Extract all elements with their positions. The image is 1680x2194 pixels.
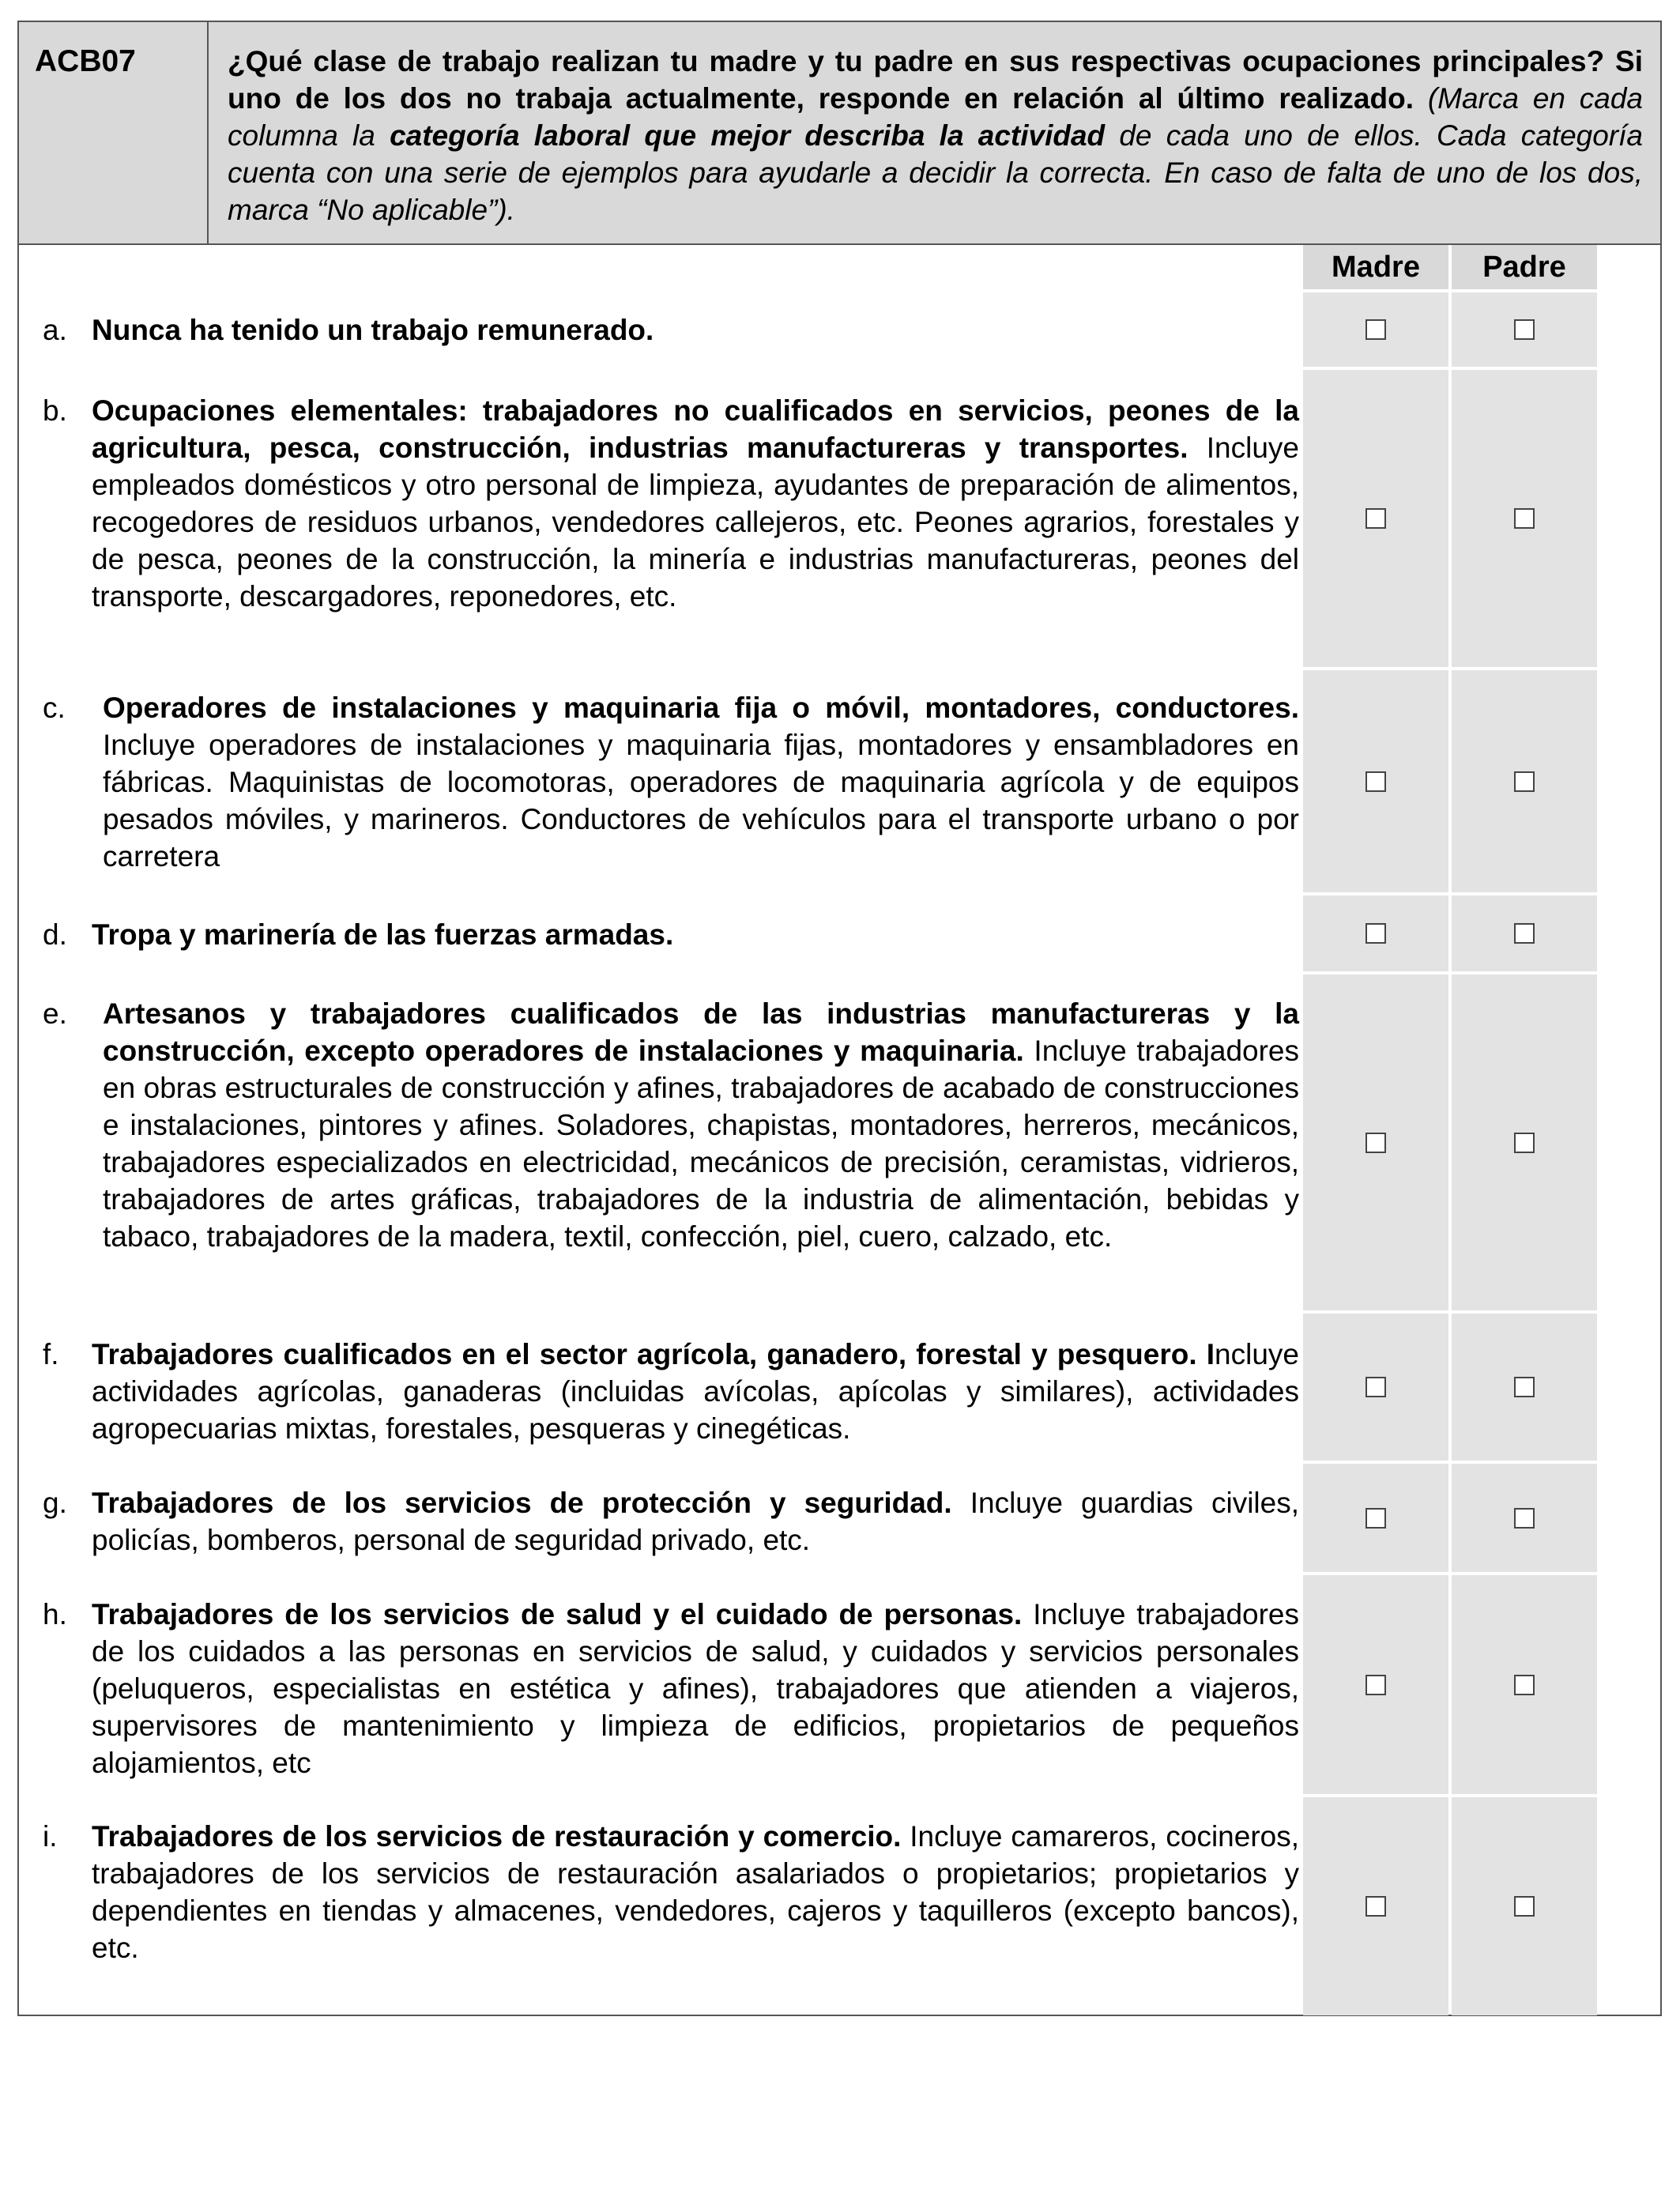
column-header-padre: Padre (1452, 245, 1597, 289)
option-letter: i. (43, 1820, 58, 1853)
option-text: Trabajadores cualificados en el sector agrícola, ganadero, forestal y pesquero. Incluye actividades agrícolas, ganaderas (incluidas avícolas, apícolas y similares), actividades agropecuarias mixtas, forestales, pesqueras y cinegéticas. (92, 1338, 1299, 1445)
checkbox-madre-g[interactable] (1365, 1508, 1386, 1529)
option-text: Tropa y marinería de las fuerzas armadas. (92, 918, 674, 951)
option-row-d (19, 895, 1599, 971)
option-text: Artesanos y trabajadores cualificados de las industrias manufactureras y la construcción, excepto operadores de instalaciones y maquinaria. Incluye trabajadores en obras estructurales de construcción y afines, trabajadores de acabado de construcciones e instalaciones, pintores y afines. Soladores, chapistas, montadores, herreros, mecánicos, trabajadores especializados en electricidad, mecánicos de precisión, ceramistas, vidrieros, trabajadores de artes gráficas, trabajadores de la industria de alimentación, bebidas y tabaco, trabajadores de la madera, textil, confección, piel, cuero, calzado, etc. (103, 997, 1300, 1253)
checkbox-padre-e[interactable] (1514, 1133, 1535, 1153)
question-instructions: (Marca en cada columna la categoría laboral que mejor describa la actividad de cada uno de ellos. Cada categoría cuenta con una serie de ejemplos para ayudarle a decidir la correcta. En caso de falta de uno de los dos, marca “No aplicable”). (228, 82, 1643, 226)
checkbox-padre-c[interactable] (1514, 771, 1535, 792)
option-letter: g. (43, 1487, 67, 1519)
options-body (17, 245, 1662, 2016)
option-text: Trabajadores de los servicios de salud y el cuidado de personas. Incluye trabajadores de los cuidados a las personas en servicios de salud, y cuidados y servicios personales (peluqueros, especialistas en estética y afines), trabajadores que atienden a viajeros, supervisores de mantenimiento y limpieza de edificios, propietarios de pequeños alojamientos, etc (92, 1598, 1299, 1779)
option-text: Nunca ha tenido un trabajo remunerado. (92, 314, 654, 346)
checkbox-madre-h[interactable] (1365, 1675, 1386, 1695)
option-row-h (19, 1575, 1599, 1794)
question-text (209, 22, 1660, 243)
option-letter: a. (43, 314, 67, 346)
option-letter: h. (43, 1598, 67, 1630)
checkbox-madre-f[interactable] (1365, 1377, 1386, 1397)
option-letter: b. (43, 394, 67, 427)
checkbox-madre-e[interactable] (1365, 1133, 1386, 1153)
question-header (17, 21, 1662, 245)
question-main: ¿Qué clase de trabajo realizan tu madre y tu padre en sus respectivas ocupaciones principales? Si uno de los dos no trabaja actualmente, responde en relación al último realizado. (228, 45, 1643, 115)
question-table (17, 21, 1662, 2016)
checkbox-madre-d[interactable] (1365, 923, 1386, 944)
checkbox-padre-f[interactable] (1514, 1377, 1535, 1397)
checkbox-padre-i[interactable] (1514, 1896, 1535, 1917)
option-row-a (19, 292, 1599, 367)
option-letter: e. (43, 997, 67, 1030)
option-row-e (19, 974, 1599, 1310)
option-text: Trabajadores de los servicios de restauración y comercio. Incluye camareros, cocineros, trabajadores de los servicios de restauración asalariados o propietarios; propietarios y dependientes en tiendas y almacenes, vendedores, cajeros y taquilleros (excepto bancos), etc. (92, 1820, 1299, 1964)
option-row-i (19, 1797, 1599, 2015)
checkbox-padre-a[interactable] (1514, 319, 1535, 340)
checkbox-padre-d[interactable] (1514, 923, 1535, 944)
checkbox-padre-g[interactable] (1514, 1508, 1535, 1529)
option-row-f (19, 1314, 1599, 1461)
option-text: Trabajadores de los servicios de protección y seguridad. Incluye guardias civiles, policías, bomberos, personal de seguridad privado, etc. (92, 1487, 1299, 1556)
option-row-g (19, 1464, 1599, 1572)
option-text: Operadores de instalaciones y maquinaria fija o móvil, montadores, conductores. Incluye operadores de instalaciones y maquinaria fijas, montadores y ensambladores en fábricas. Maquinistas de locomotoras, operadores de maquinaria agrícola y de equipos pesados móviles, y marineros. Conductores de vehículos para el transporte urbano o por carretera (103, 692, 1299, 873)
option-row-b (19, 370, 1599, 667)
checkbox-madre-a[interactable] (1365, 319, 1386, 340)
checkbox-madre-c[interactable] (1365, 771, 1386, 792)
option-letter: c. (43, 692, 66, 724)
checkbox-padre-h[interactable] (1514, 1675, 1535, 1695)
option-row-c (19, 670, 1599, 892)
option-letter: d. (43, 918, 67, 951)
option-text: Ocupaciones elementales: trabajadores no cualificados en servicios, peones de la agricultura, pesca, construcción, industrias manufactureras y transportes. Incluye empleados domésticos y otro personal de limpieza, ayudantes de preparación de alimentos, recogedores de residuos urbanos, vendedores callejeros, etc. Peones agrarios, forestales y de pesca, peones de la construcción, la minería e industrias manufactureras, peones del transporte, descargadores, reponedores, etc. (92, 394, 1299, 613)
column-header-madre: Madre (1303, 245, 1448, 289)
option-letter: f. (43, 1338, 59, 1370)
question-code: ACB07 (19, 22, 209, 243)
checkbox-madre-b[interactable] (1365, 508, 1386, 529)
checkbox-madre-i[interactable] (1365, 1896, 1386, 1917)
checkbox-padre-b[interactable] (1514, 508, 1535, 529)
